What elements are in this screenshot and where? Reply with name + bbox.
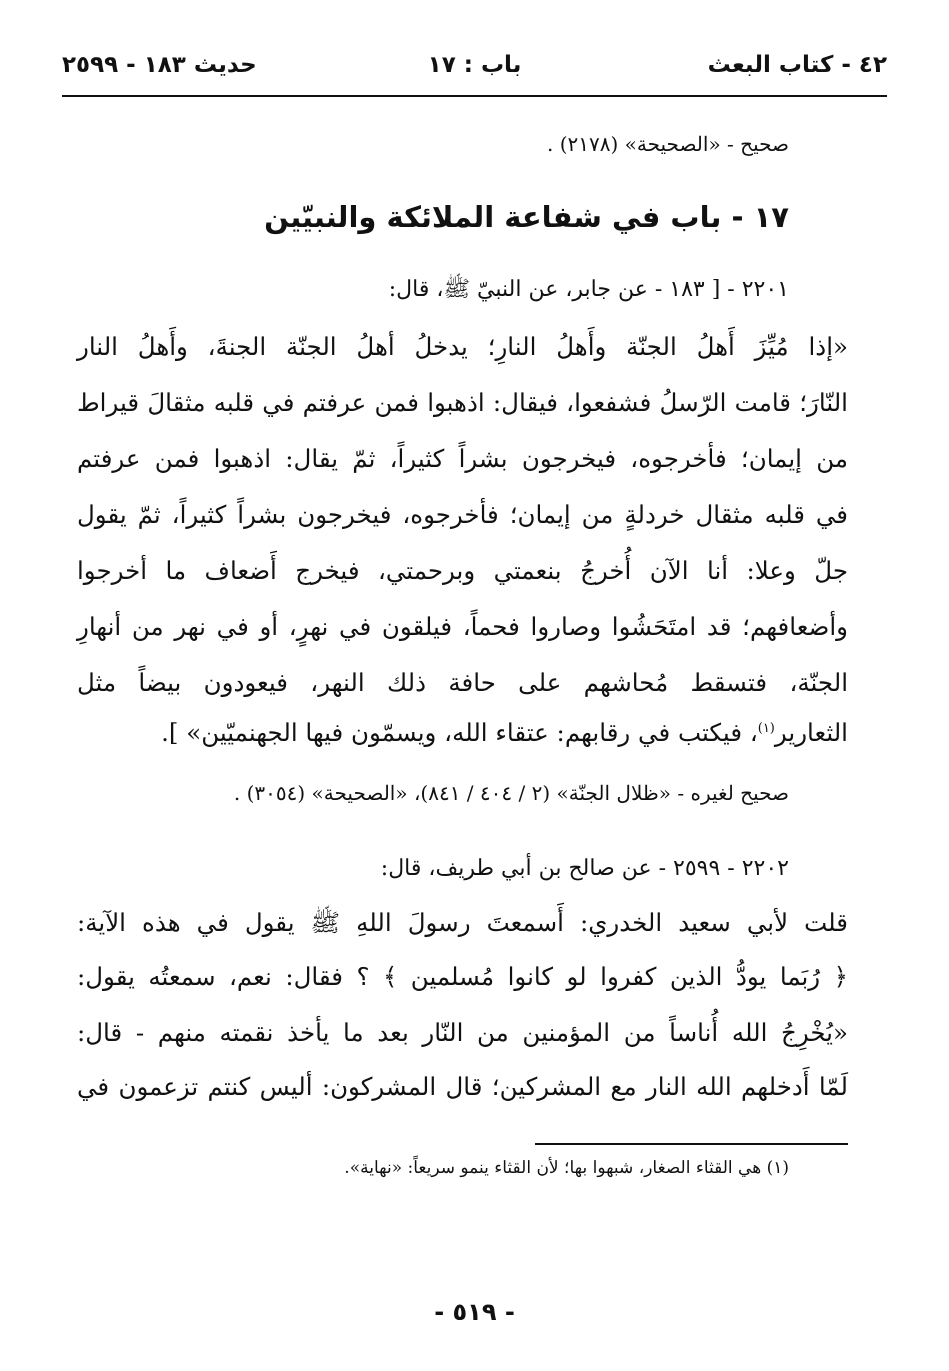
hadith-2202-text-line: لَمّا أَدخلهم الله النار مع المشركين؛ قال المشركون: أليس كنتم تزعمون في	[77, 1072, 848, 1101]
hadith-2202-text-line: ﴿ رُبَما يودُّ الذين كفروا لو كانوا مُسلمين ﴾ ؟ فقال: نعم، سمعتُه يقول:	[77, 962, 848, 991]
hadith-2201-text-line: «إذا مُيِّزَ أَهلُ الجنّة وأَهلُ النارِ؛ يدخلُ أهلُ الجنّة الجنةَ، وأَهلُ النار	[77, 332, 848, 361]
hadith-2201-text-line: وأضعافهم؛ قد امتَحَشُوا وصاروا فحماً، فيلقون في نهرٍ، أو في نهر من أنهارِ	[77, 612, 848, 641]
hadith-2201-word: الثعارير	[774, 718, 848, 747]
hadith-2202-number-line: ٢٢٠٢ - ٢٥٩٩ - عن صالح بن أبي طريف، قال:	[380, 856, 789, 881]
hadith-2201-number-line: ٢٢٠١ - [ ١٨٣ - عن جابر، عن النبيّ ﷺ، قال:	[388, 277, 789, 302]
hadith-2201-text-end: ، فيكتب في رقابهم: عتقاء الله، ويسمّون فيها الجهنميّين» ].	[161, 718, 758, 747]
header-hadith-range: حديث ١٨٣ - ٢٥٩٩	[62, 52, 257, 78]
running-header	[62, 52, 887, 92]
chapter-title: ١٧ - باب في شفاعة الملائكة والنبيّين	[264, 200, 789, 234]
hadith-2201-text-line: جلّ وعلا: أنا الآن أُخرجُ بنعمتي وبرحمتي، فيخرج أَضعاف ما أخرجوا	[77, 556, 848, 585]
footnote-reference: (١)	[757, 720, 775, 736]
header-book-title: ٤٢ - كتاب البعث	[707, 52, 887, 78]
previous-hadith-grading: صحيح - «الصحيحة» (٢١٧٨) .	[546, 132, 789, 156]
header-rule	[62, 95, 887, 97]
hadith-2202-text-line: «يُخْرِجُ الله أُناساً من المؤمنين من النّار بعد ما يأخذ نقمته منهم - قال:	[77, 1018, 848, 1047]
page-number: - ٥١٩ -	[434, 1298, 515, 1326]
hadith-2201-last-line	[77, 718, 848, 747]
hadith-2201-text-line: من إيمان؛ فأخرجوه، فيخرجون بشراً كثيراً، ثمّ يقال: اذهبوا فمن عرفتم	[77, 444, 848, 473]
hadith-2201-grading: صحيح لغيره - «ظلال الجنّة» (٢ / ٤٠٤ / ٨٤١)، «الصحيحة» (٣٠٥٤) .	[233, 781, 789, 805]
header-chapter: باب : ١٧	[427, 52, 522, 78]
hadith-2201-text-line: في قلبه مثقال خردلةٍ من إيمان؛ فأخرجوه، فيخرجون بشراً كثيراً، ثمّ يقول	[77, 500, 848, 529]
hadith-2202-text-line: قلت لأبي سعيد الخدري: أَسمعتَ رسولَ اللهِ ﷺ يقول في هذه الآية:	[77, 908, 848, 937]
footnote-rule	[535, 1143, 848, 1145]
hadith-2201-text-line: النّارَ؛ قامت الرّسلُ فشفعوا، فيقال: اذهبوا فمن عرفتم في قلبه مثقالَ قيراط	[77, 388, 848, 417]
footnote: (١) هي القثاء الصغار، شبهوا بها؛ لأن القثاء ينمو سريعاً: «نهاية».	[344, 1158, 789, 1178]
hadith-2201-text-line: الجنّة، فتسقط مُحاشهم على حافة ذلك النهر، فيعودون بيضاً مثل	[77, 668, 848, 697]
